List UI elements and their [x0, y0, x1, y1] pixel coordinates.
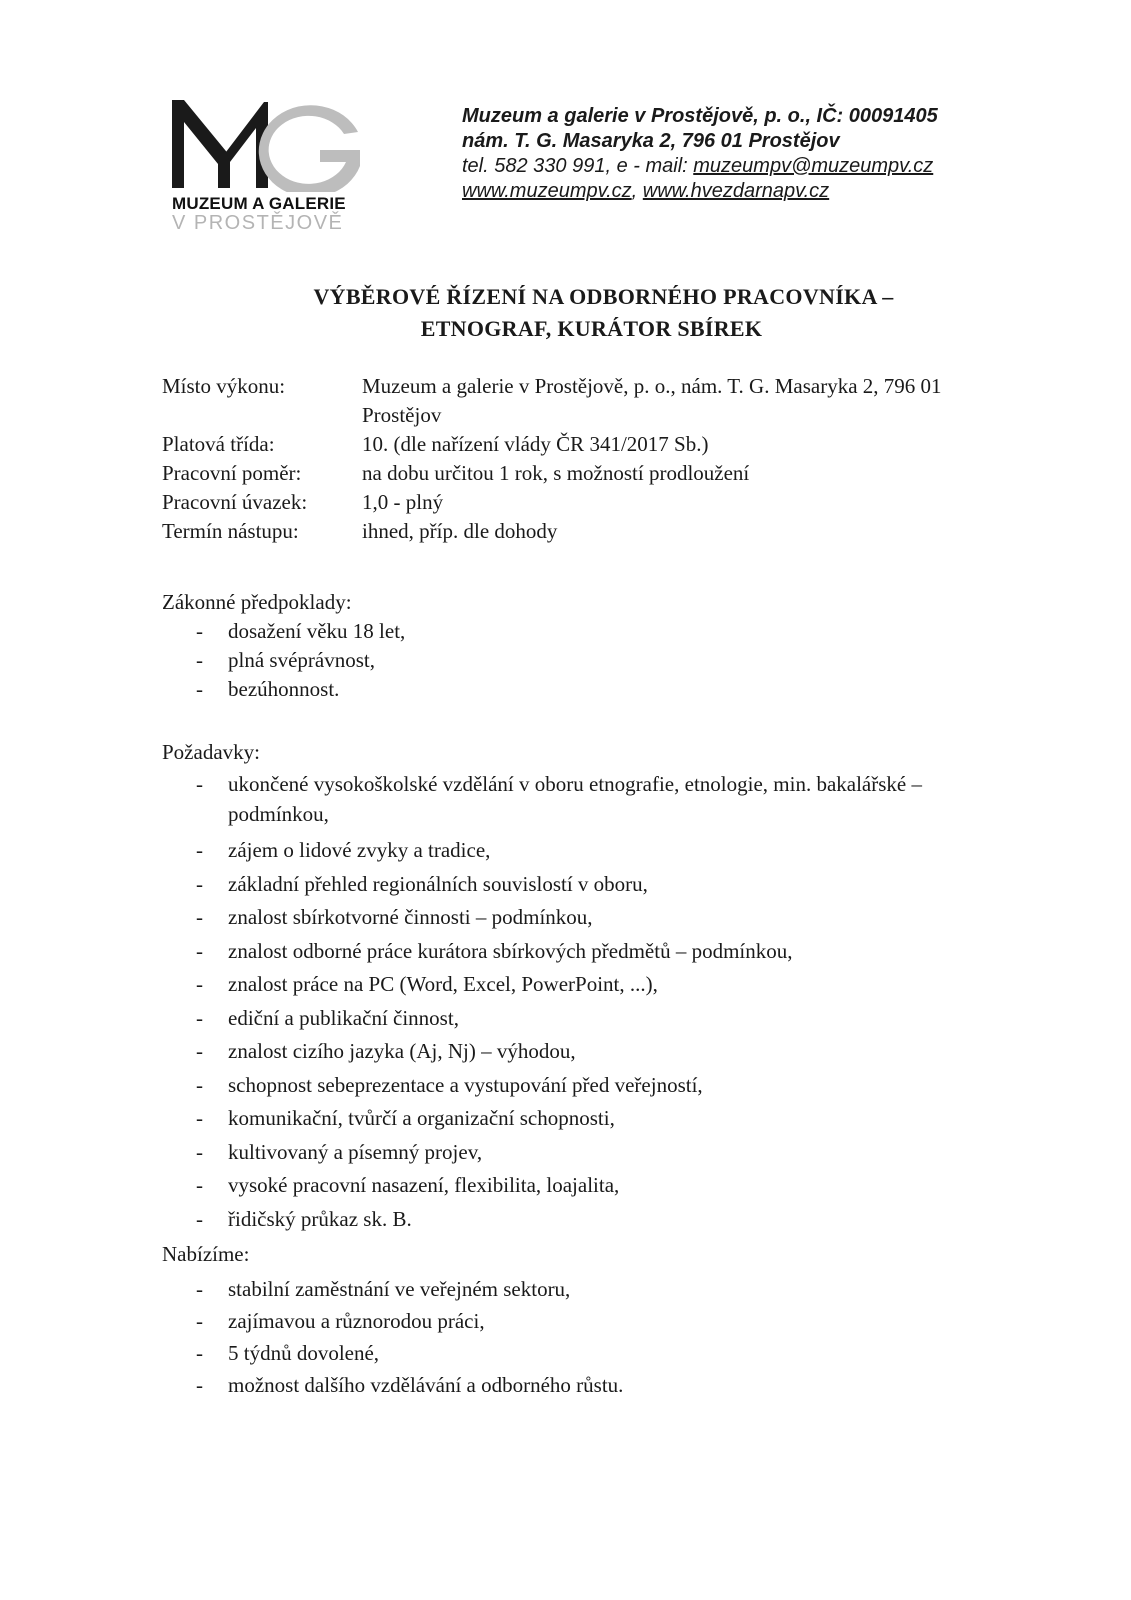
list-dash: - [196, 871, 203, 896]
info-row-load [162, 488, 1022, 517]
list-item [162, 1305, 623, 1337]
website-separator: , [631, 180, 643, 202]
document-title: VÝBĚROVÉ ŘÍZENÍ NA ODBORNÉHO PRACOVNÍKA – [313, 284, 894, 309]
list-dash: - [196, 1106, 203, 1130]
museum-logo [168, 92, 398, 242]
info-row-class [162, 430, 1022, 459]
info-value: na dobu určitou 1 rok, s možností prodloužení [362, 461, 750, 485]
list-item-text: zájem o lidové zvyky a tradice, [228, 838, 491, 862]
list-item-text: znalost sbírkotvorné činnosti – podmínkou, [228, 905, 593, 929]
list-dash: - [196, 1173, 203, 1197]
list-dash: - [196, 972, 203, 996]
list-item [162, 968, 982, 1002]
offer-section [162, 1240, 623, 1401]
institution-address: nám. T. G. Masaryka 2, 796 01 Prostějov [462, 130, 840, 152]
list-item [162, 646, 405, 675]
list-item-text: ediční a publikační činnost, [228, 1005, 459, 1030]
list-item-text: plná svéprávnost, [228, 648, 375, 672]
list-item [162, 1369, 623, 1401]
info-row-place [162, 372, 1022, 430]
list-dash: - [196, 648, 203, 672]
list-item [162, 901, 982, 935]
list-item [162, 1002, 982, 1036]
list-item [162, 868, 982, 902]
list-item [162, 1169, 982, 1203]
info-label: Pracovní poměr: [162, 461, 302, 485]
list-item-text: kultivovaný a písemný projev, [228, 1139, 483, 1164]
list-item-text: vysoké pracovní nasazení, flexibilita, loajalita, [228, 1173, 620, 1197]
info-label: Pracovní úvazek: [162, 490, 308, 514]
list-item [162, 1337, 623, 1369]
institution-name: Muzeum a galerie v Prostějově, p. o., IČ: 00091405 [462, 105, 938, 127]
list-item [162, 769, 982, 834]
list-item [162, 1102, 982, 1136]
list-dash: - [196, 1039, 203, 1063]
list-dash: - [196, 838, 203, 862]
requirements-section [162, 738, 982, 1236]
institution-contact [462, 154, 938, 179]
list-item-text: dosažení věku 18 let, [228, 619, 406, 643]
list-item [162, 1136, 982, 1170]
list-item-text: ukončené vysokoškolské vzdělání v oboru etnografie, etnologie, min. bakalářské – podmínkou, [228, 772, 922, 826]
list-dash: - [196, 1341, 203, 1365]
list-dash: - [196, 1005, 203, 1030]
list-item-text: základní přehled regionálních souvislostí v oboru, [228, 871, 648, 896]
list-dash: - [196, 1277, 203, 1301]
list-dash: - [196, 938, 203, 963]
info-value: Muzeum a galerie v Prostějově, p. o., nám. T. G. Masaryka 2, 796 01 Prostějov [362, 374, 942, 427]
section-title: Nabízíme: [162, 1242, 250, 1266]
list-item [162, 617, 405, 646]
section-title: Požadavky: [162, 740, 260, 764]
list-item [162, 834, 982, 868]
contact-prefix: tel. 582 330 991, e - mail: [462, 155, 694, 177]
list-item-text: komunikační, tvůrčí a organizační schopnosti, [228, 1106, 615, 1130]
position-info [162, 372, 1022, 546]
list-dash: - [196, 772, 203, 796]
info-row-relation [162, 459, 1022, 488]
website-link-1[interactable]: www.muzeumpv.cz [462, 180, 632, 202]
list-item [162, 1273, 623, 1305]
logo-text-line2: V PROSTĚJOVĚ [172, 212, 344, 234]
list-dash: - [196, 1139, 203, 1164]
legal-list [162, 617, 405, 704]
list-dash: - [196, 1206, 203, 1231]
institution-websites [462, 179, 938, 204]
list-item-text: schopnost sebeprezentace a vystupování před veřejností, [228, 1072, 703, 1097]
info-label: Termín nástupu: [162, 519, 299, 543]
list-item-text: řidičský průkaz sk. B. [228, 1206, 412, 1231]
list-dash: - [196, 905, 203, 929]
info-value: 1,0 - plný [362, 490, 444, 514]
list-item-text: 5 týdnů dovolené, [228, 1341, 380, 1365]
list-item [162, 1035, 982, 1069]
list-item [162, 675, 405, 704]
list-dash: - [196, 619, 203, 643]
mg-logo-mark [168, 92, 378, 192]
institution-header [462, 104, 938, 204]
info-label: Místo výkonu: [162, 374, 286, 398]
list-item-text: zajímavou a různorodou práci, [228, 1309, 485, 1333]
section-title: Zákonné předpoklady: [162, 590, 352, 614]
list-item [162, 1203, 982, 1237]
list-item [162, 935, 982, 969]
offer-list [162, 1273, 623, 1401]
list-dash: - [196, 1309, 203, 1333]
info-label: Platová třída: [162, 432, 275, 456]
list-dash: - [196, 1072, 203, 1097]
legal-prerequisites-section [162, 588, 405, 704]
list-item-text: znalost cizího jazyka (Aj, Nj) – výhodou, [228, 1039, 576, 1063]
list-item-text: znalost odborné práce kurátora sbírkových předmětů – podmínkou, [228, 938, 793, 963]
list-item-text: bezúhonnost. [228, 677, 340, 701]
info-row-start [162, 517, 1022, 546]
list-dash: - [196, 677, 203, 701]
website-link-2[interactable]: www.hvezdarnapv.cz [642, 180, 830, 202]
list-item-text: stabilní zaměstnání ve veřejném sektoru, [228, 1277, 571, 1301]
list-dash: - [196, 1373, 203, 1397]
list-item-text: znalost práce na PC (Word, Excel, PowerPoint, ...), [228, 972, 658, 996]
document-subtitle: ETNOGRAF, KURÁTOR SBÍREK [420, 316, 763, 341]
list-item [162, 1069, 982, 1103]
list-item-text: možnost dalšího vzdělávání a odborného růstu. [228, 1373, 624, 1397]
requirements-list [162, 769, 982, 1236]
logo-text-line1: MUZEUM A GALERIE [172, 194, 346, 213]
info-value: ihned, příp. dle dohody [362, 519, 558, 543]
info-value: 10. (dle nařízení vlády ČR 341/2017 Sb.) [362, 432, 709, 456]
email-link[interactable]: muzeumpv@muzeumpv.cz [693, 155, 934, 177]
